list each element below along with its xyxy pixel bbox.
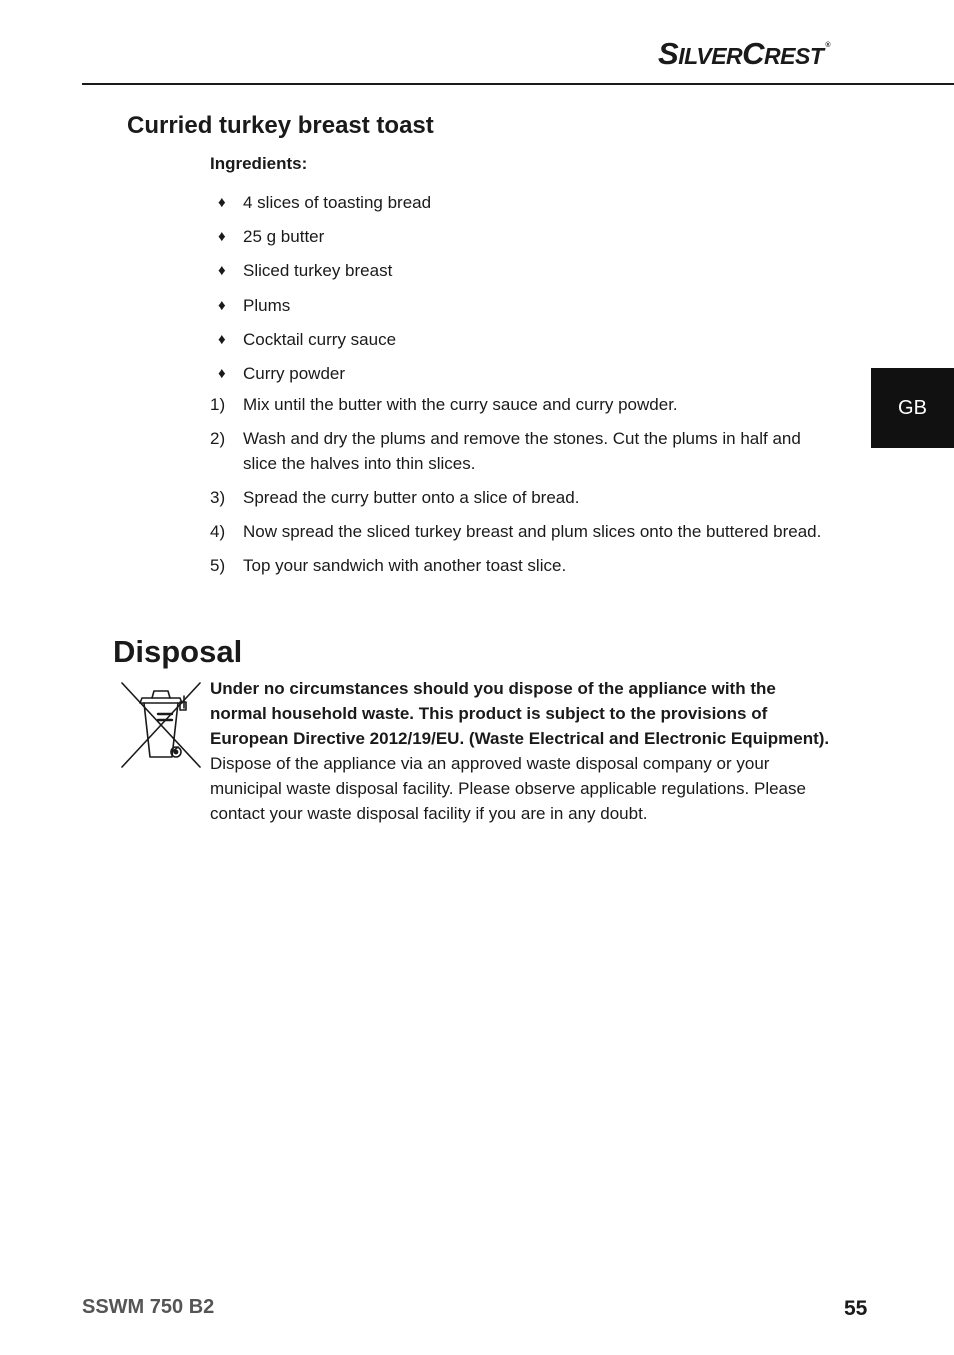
step-item	[210, 519, 830, 544]
list-item: ♦ Sliced turkey breast	[210, 258, 431, 292]
header-rule	[82, 83, 954, 85]
diamond-bullet-icon: ♦	[218, 262, 226, 280]
disposal-body: Dispose of the appliance via an approved waste disposal company or your municipal waste disposal facility. Please observe applicable regulations. Please contact your waste disposal facility if you are in any doubt.	[210, 754, 806, 823]
step-number: 5)	[210, 556, 226, 575]
step-text: Wash and dry the plums and remove the stones. Cut the plums in half and slice the halves into thin slices.	[243, 429, 801, 473]
diamond-bullet-icon: ♦	[218, 296, 226, 314]
step-number: 3)	[210, 488, 226, 507]
step-number: 2)	[210, 429, 226, 448]
silvercrest-logo: SILVERCREST ®	[658, 36, 831, 71]
page-number: 55	[844, 1297, 868, 1320]
ingredients-label: Ingredients:	[210, 154, 308, 173]
steps-list	[210, 392, 830, 587]
disposal-text	[210, 676, 830, 826]
list-item: ♦ Curry powder	[210, 361, 431, 395]
list-item: ♦ Plums	[210, 293, 431, 327]
disposal-title: Disposal	[113, 634, 243, 669]
language-tab-label: GB	[898, 396, 927, 419]
crossed-out-wheelie-bin-icon	[120, 680, 202, 770]
step-number: 1)	[210, 395, 226, 414]
step-text: Top your sandwich with another toast slice.	[243, 556, 567, 575]
step-item	[210, 426, 830, 476]
list-item: ♦ Cocktail curry sauce	[210, 327, 431, 361]
diamond-bullet-icon: ♦	[218, 364, 226, 382]
list-item: ♦ 25 g butter	[210, 224, 431, 258]
diamond-bullet-icon: ♦	[218, 194, 226, 211]
ingredients-list	[210, 190, 431, 395]
step-text: Now spread the sliced turkey breast and plum slices onto the buttered bread.	[243, 522, 822, 541]
step-item	[210, 485, 830, 510]
recipe-title: Curried turkey breast toast	[127, 112, 434, 139]
diamond-bullet-icon: ♦	[218, 330, 226, 348]
step-text: Mix until the butter with the curry sauce and curry powder.	[243, 395, 678, 414]
disposal-warning: Under no circumstances should you dispose of the appliance with the normal household waste. This product is subject to the provisions of European Directive 2012/19/EU. (Waste Electrical and Electronic Equipment).	[210, 679, 830, 748]
list-item: ♦ 4 slices of toasting bread	[210, 190, 431, 224]
language-tab	[871, 368, 954, 448]
step-number: 4)	[210, 522, 226, 541]
step-item	[210, 553, 830, 578]
diamond-bullet-icon: ♦	[218, 228, 226, 246]
footer-model: SSWM 750 B2	[82, 1296, 215, 1318]
step-text: Spread the curry butter onto a slice of bread.	[243, 488, 580, 507]
step-item	[210, 392, 830, 417]
